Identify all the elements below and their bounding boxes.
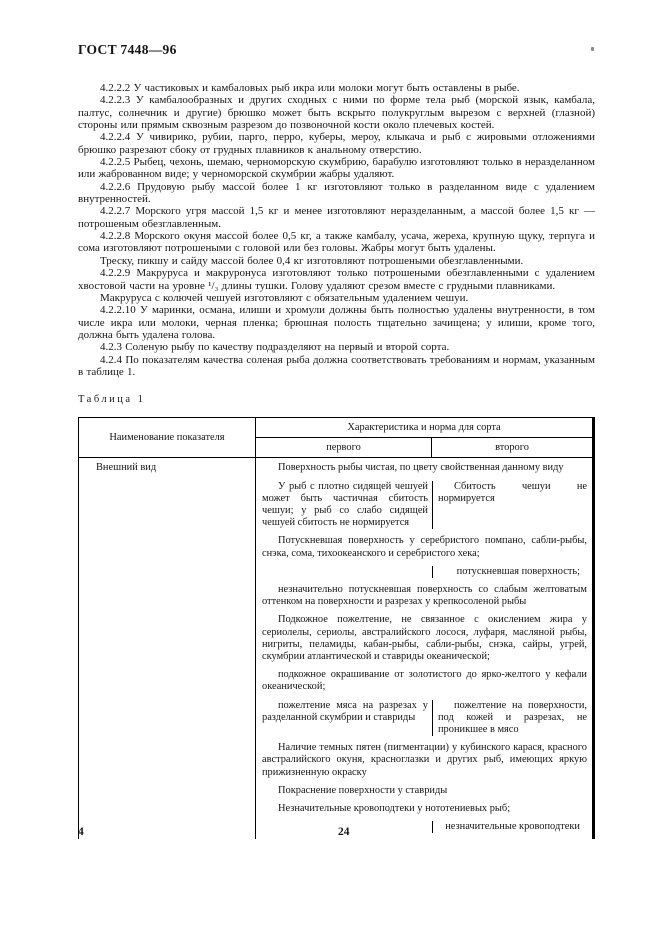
- paragraph-4-2-2-8-cont: Треску, пикшу и сайду массой более 0,4 кг изготовляют потрошеными обезглавленными.: [100, 254, 524, 267]
- column-subheaders: [256, 438, 592, 457]
- second-grade-cell: незначительные кровоподтеки: [432, 821, 592, 833]
- table-cell-pair: [256, 481, 592, 530]
- paragraph-4-2-2-5: 4.2.2.5 Рыбец, чехонь, шемаю, черноморскую скумбрию, барабулю изготовляют только в неразделанном или жаброванном виде; у черноморской скумбрии жабры удаляют.: [78, 156, 595, 181]
- first-grade-cell-empty: [256, 566, 432, 578]
- paragraph-4-2-3: 4.2.3 Соленую рыбу по качеству подразделяют на первый и второй сорта.: [100, 341, 450, 354]
- second-grade-cell: пожелтение на поверхности, под кожей и разрезах, не проникшее в мясо: [432, 700, 592, 737]
- page-footer: [0, 826, 661, 842]
- column-header-second-grade: второго: [495, 442, 529, 454]
- paragraph-4-2-2-2: 4.2.2.2 У частиковых и камбаловых рыб икра или молоки могут быть оставлены в рыбе.: [100, 82, 520, 94]
- column-header-first-grade: первого: [256, 438, 432, 457]
- table-body-row: [79, 458, 592, 839]
- row-content-cells: [256, 458, 592, 839]
- paragraph-4-2-2-7: 4.2.2.7 Морского угря массой 1,5 кг и менее изготовляют неразделанным, а массой более 1,5 кг — потрошеным обезглавленным.: [78, 205, 595, 230]
- column-header-group: [256, 418, 592, 457]
- first-grade-cell: пожелтение мяса на разрезах у разделанной скумбрии и ставриды: [262, 699, 428, 723]
- paragraph-4-2-2-3: 4.2.2.3 У камбалообразных и других сходных с ними по форме тела рыб (морской язык, камбала, палтус, солнечник и другие) брюшко может быть вскрыто полукруглым вырезом с верхней (глазной) стороны или прямым сквозным разрезом до позвоночной кости около плечевых костей.: [78, 94, 595, 132]
- body-paragraphs: [78, 82, 595, 378]
- table-cell-span: Потускневшая поверхность у серебристого помпано, сабли-рыбы, снэка, сома, тихоокеанского и серебристого хека;: [262, 535, 587, 559]
- table-cell-span: подкожное окрашивание от золотистого до ярко-желтого у кефали океанической;: [262, 669, 587, 693]
- table-cell-span: Подкожное пожелтение, не связанное с окислением жира у сериолелы, сериолы, австралийского лосося, луфаря, масляной рыбы, нигриты, пеламиды, кабан-рыбы, сабли-рыбы, снэка, сайры, угрей, скумбрии атлантической и ставриды океанической;: [262, 614, 587, 663]
- page-number-center: 24: [338, 826, 350, 838]
- scan-artifact: [591, 47, 594, 51]
- table-cell-span: Покраснение поверхности у ставриды: [278, 784, 448, 796]
- table-cell-span: Наличие темных пятен (пигментации) у кубинского карася, красного австралийского окуня, красноглазки и других рыб, имеющих яркую прижизненную окраску: [262, 742, 587, 778]
- second-grade-cell: потускневшая поверхность;: [432, 566, 592, 578]
- paragraph-4-2-2-9-cont: Макруруса с колючей чешуей изготовляют с обязательным удалением чешуи.: [100, 291, 469, 304]
- paragraph-4-2-4: 4.2.4 По показателям качества соленая рыба должна соответствовать требованиям и нормам, указанным в таблице 1.: [78, 353, 595, 378]
- table-cell-pair: [256, 566, 592, 578]
- standard-number: ГОСТ 7448—96: [78, 42, 177, 57]
- paragraph-4-2-2-9: 4.2.2.9 Макруруса и макруронуса изготовляют только потрошеными обезглавленными с удалением хвостовой части на уровне ¹/₃ длины тушки. Голову удаляют срезом вместе с грудными плавниками.: [78, 267, 595, 292]
- table-header: [79, 418, 592, 458]
- table-1: [78, 417, 595, 839]
- row-label-cell: Внешний вид: [79, 458, 256, 839]
- first-grade-cell: У рыб с плотно сидящей чешуей может быть частичная сбитость чешуи; у рыб со слабо сидящей чешуей сбитость не нормируется: [262, 480, 428, 529]
- second-grade-cell: Сбитость чешуи не нормируется: [432, 481, 592, 530]
- paragraph-4-2-2-10: 4.2.2.10 У маринки, османа, илиши и хромули должны быть полностью удалены внутренности, в том числе икра или молоки, черная пленка; брюшная полость тщательно зачищена; у илиши, кроме того, должна быть удалена голова.: [78, 304, 595, 341]
- paragraph-4-2-2-6: 4.2.2.6 Прудовую рыбу массой более 1 кг изготовляют только в разделанном виде с удалением внутренностей.: [78, 180, 595, 206]
- table-cell-span: Поверхность рыбы чистая, по цвету свойственная данному виду: [278, 462, 564, 474]
- paragraph-4-2-2-8: 4.2.2.8 Морского окуня массой более 0,5 кг, а также камбалу, усача, жереха, крупную щуку, терпуга и сома изготовляют потрошеными с головой или без головы. Жабры могут быть удалены.: [78, 230, 595, 255]
- table-caption: Таблица 1: [78, 394, 146, 405]
- column-header-span: Характеристика и норма для сорта: [256, 418, 592, 438]
- page-number-left: 4: [78, 826, 84, 838]
- paragraph-4-2-2-4: 4.2.2.4 У чивирико, рубии, парго, перро, куберы, мероу, клыкача и рыб с жировыми отложениями брюшко разрезают сбоку от грудных плавников к анальному отверстию.: [78, 131, 595, 156]
- table-cell-span: Незначительные кровоподтеки у нототениевых рыб;: [278, 803, 511, 815]
- column-header-name: Наименование показателя: [79, 418, 256, 457]
- table-cell-span: незначительно потускневшая поверхность со слабым желтоватым оттенком на поверхности и разрезах у крепкосоленой рыбы: [262, 584, 587, 608]
- table-cell-pair: [256, 700, 592, 737]
